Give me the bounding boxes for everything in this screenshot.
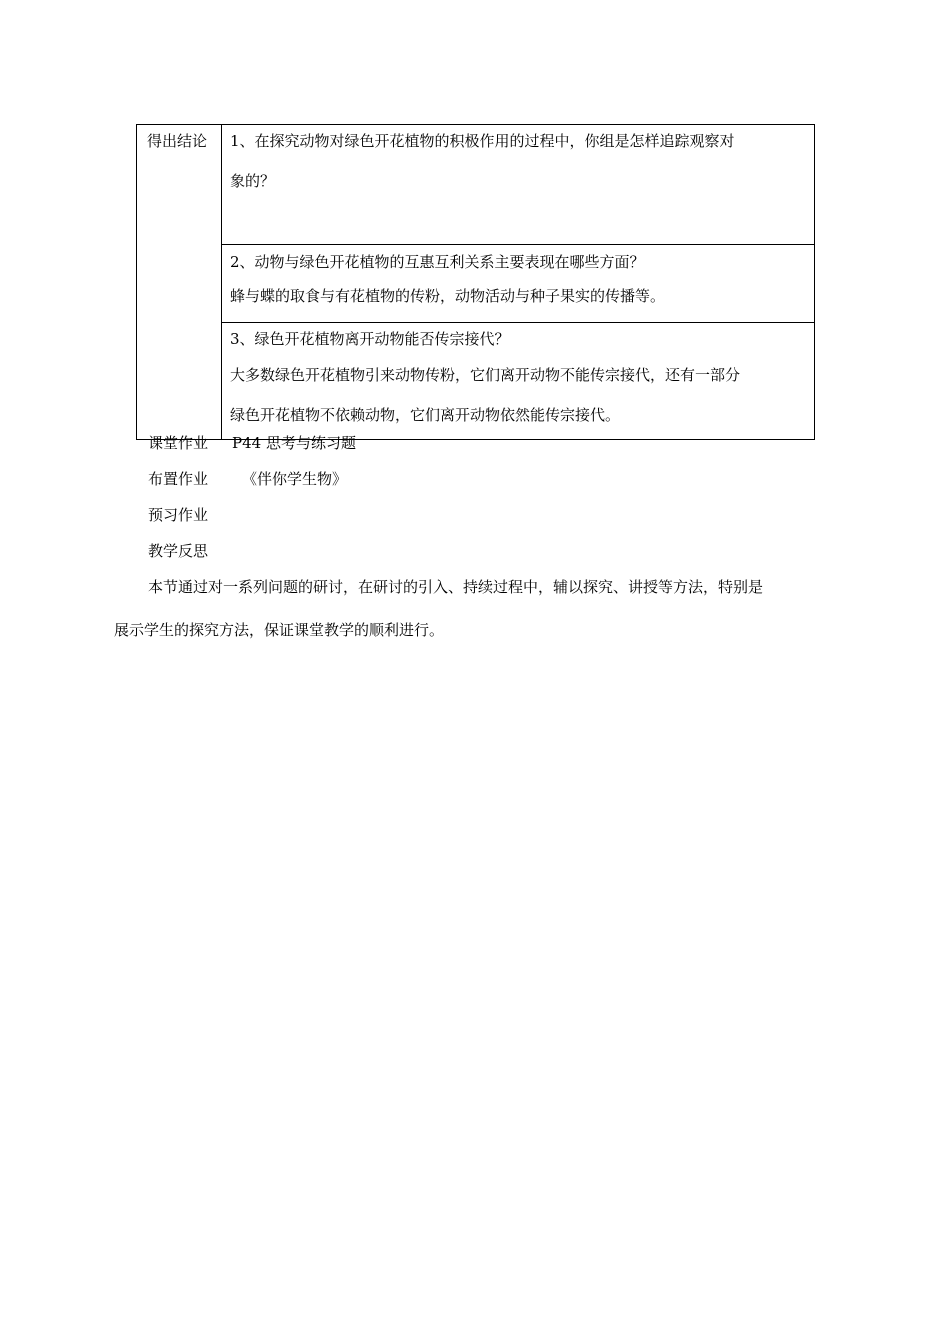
question-1-cell (222, 125, 815, 245)
assigned-homework-row (148, 467, 347, 491)
reflection-paragraph-cont: 展示学生的探究方法，保证课堂教学的顺利进行。 (114, 621, 445, 639)
class-homework-row (148, 431, 356, 455)
reflection-title: 教学反思 (148, 542, 209, 560)
preview-homework-row (148, 503, 208, 527)
answer-2-text: 蜂与蝶的取食与有花植物的传粉，动物活动与种子果实的传播等。 (230, 287, 666, 305)
conclusion-table (136, 124, 815, 440)
preview-homework-label: 预习作业 (148, 506, 209, 524)
question-3-text: 3、绿色开花植物离开动物能否传宗接代？ (230, 330, 510, 348)
class-homework-label: 课堂作业 (148, 434, 209, 452)
question-1-text: 1、在探究动物对绿色开花植物的积极作用的过程中，你组是怎样追踪观察对 (230, 132, 735, 150)
question-2-text: 2、动物与绿色开花植物的互惠互利关系主要表现在哪些方面？ (230, 253, 645, 271)
reflection-paragraph: 本节通过对一系列问题的研讨，在研讨的引入、持续过程中，辅以探究、讲授等方法，特别是 (148, 578, 764, 596)
answer-3-text-cont: 绿色开花植物不依赖动物，它们离开动物依然能传宗接代。 (230, 406, 621, 424)
question-3-cell (222, 323, 815, 440)
assigned-homework-value: 《伴你学生物》 (242, 470, 348, 488)
question-1-text-cont: 象的？ (230, 172, 276, 190)
conclusion-label: 得出结论 (147, 132, 208, 150)
assigned-homework-label: 布置作业 (148, 470, 209, 488)
question-2-cell (222, 245, 815, 323)
class-homework-value: P44 思考与练习题 (232, 434, 356, 452)
answer-3-text: 大多数绿色开花植物引来动物传粉，它们离开动物不能传宗接代，还有一部分 (230, 366, 741, 384)
conclusion-label-cell (137, 125, 222, 440)
